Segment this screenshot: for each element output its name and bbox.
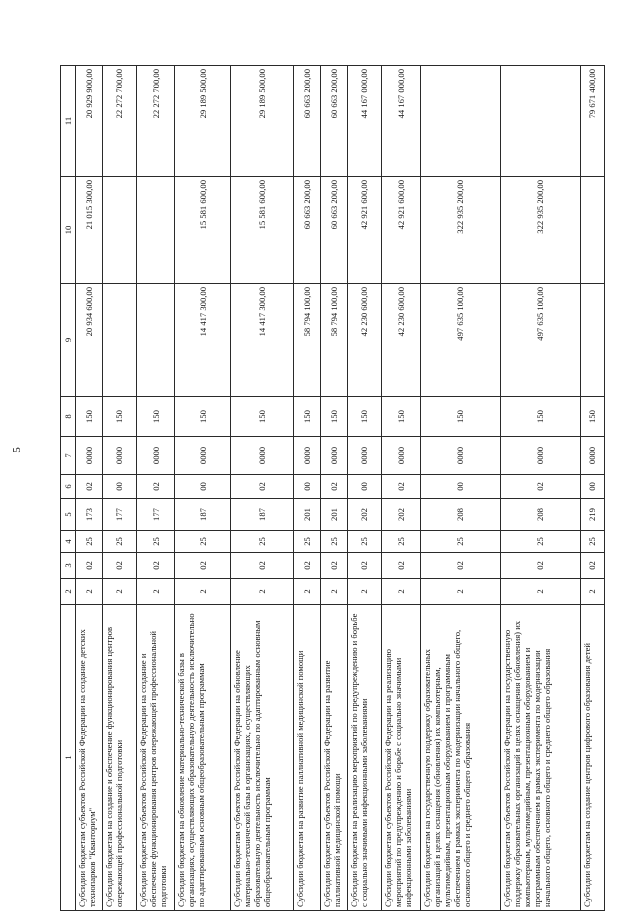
row-name: Субсидии бюджетам на развитие паллиативной медицинской помощи: [294, 605, 321, 911]
cell-c11: 44 167 000,00: [347, 66, 381, 177]
row-name: Субсидии бюджетам на обновление материально-технической базы в организациях, осуществляющих образовательную деятельность исключительно по адаптированным основным общеобразовательным программам: [175, 605, 231, 911]
cell-c6: 02: [321, 475, 348, 499]
cell-c5: 202: [347, 499, 381, 531]
cell-c4: 25: [347, 531, 381, 553]
table-row: [500, 66, 580, 911]
col-header: 9: [61, 284, 76, 397]
cell-c7: 0000: [321, 437, 348, 475]
cell-c8: 150: [231, 397, 294, 437]
cell-c11: 60 663 200,00: [294, 66, 321, 177]
cell-c6: 00: [294, 475, 321, 499]
cell-c7: 0000: [102, 437, 136, 475]
cell-c3: 02: [136, 553, 175, 579]
cell-c5: 173: [76, 499, 103, 531]
cell-c10: 15 581 600,00: [231, 177, 294, 284]
col-header: 7: [61, 437, 76, 475]
row-name: Субсидии бюджетам субъектов Российской Федерации на реализацию мероприятий по предупреждению и борьбе с социально значимыми инфекционными заболеваниями: [381, 605, 420, 911]
col-header: 6: [61, 475, 76, 499]
cell-c8: 150: [500, 397, 580, 437]
cell-c8: 150: [580, 397, 604, 437]
col-header: 5: [61, 499, 76, 531]
cell-c10: 42 921 600,00: [381, 177, 420, 284]
cell-c8: 150: [175, 397, 231, 437]
cell-c3: 02: [420, 553, 500, 579]
row-name: Субсидии бюджетам субъектов Российской Федерации на обновление материально-технической базы в организациях, осуществляющих образовательную деятельность исключительно по адаптированным основным общеобразовательным программам: [231, 605, 294, 911]
cell-c10: [580, 177, 604, 284]
cell-c6: 00: [347, 475, 381, 499]
cell-c4: 25: [76, 531, 103, 553]
cell-c3: 02: [381, 553, 420, 579]
table-row: [294, 66, 321, 911]
cell-c5: 201: [294, 499, 321, 531]
cell-c7: 0000: [580, 437, 604, 475]
cell-c6: 02: [231, 475, 294, 499]
cell-c9: 58 794 100,00: [294, 284, 321, 397]
cell-c8: 150: [136, 397, 175, 437]
table-row: [321, 66, 348, 911]
cell-c2: 2: [136, 579, 175, 605]
cell-c5: 177: [136, 499, 175, 531]
table-row: [347, 66, 381, 911]
cell-c7: 0000: [500, 437, 580, 475]
cell-c10: 322 935 200,00: [420, 177, 500, 284]
cell-c9: 497 635 100,00: [420, 284, 500, 397]
cell-c6: 02: [381, 475, 420, 499]
cell-c9: [136, 284, 175, 397]
cell-c3: 02: [294, 553, 321, 579]
cell-c10: 21 015 300,00: [76, 177, 103, 284]
cell-c10: 60 663 200,00: [321, 177, 348, 284]
table-row: [102, 66, 136, 911]
cell-c2: 2: [420, 579, 500, 605]
cell-c5: 177: [102, 499, 136, 531]
cell-c10: 60 663 200,00: [294, 177, 321, 284]
cell-c5: 219: [580, 499, 604, 531]
table-row: [136, 66, 175, 911]
table-row: [420, 66, 500, 911]
cell-c6: 02: [76, 475, 103, 499]
cell-c8: 150: [420, 397, 500, 437]
cell-c6: 02: [500, 475, 580, 499]
cell-c10: [136, 177, 175, 284]
cell-c7: 0000: [76, 437, 103, 475]
header-row: [61, 66, 76, 911]
cell-c8: 150: [102, 397, 136, 437]
cell-c9: 42 230 600,00: [347, 284, 381, 397]
col-header: 2: [61, 579, 76, 605]
cell-c11: 22 272 700,00: [102, 66, 136, 177]
row-name: Субсидии бюджетам субъектов Российской Федерации на развитие паллиативной медицинской помощи: [321, 605, 348, 911]
cell-c11: [420, 66, 500, 177]
cell-c9: 20 934 600,00: [76, 284, 103, 397]
cell-c3: 02: [102, 553, 136, 579]
cell-c2: 2: [580, 579, 604, 605]
cell-c5: 208: [420, 499, 500, 531]
cell-c5: 202: [381, 499, 420, 531]
cell-c6: 00: [175, 475, 231, 499]
row-name: Субсидии бюджетам на создание и обеспечение функционирования центров опережающей профессиональной подготовки: [102, 605, 136, 911]
cell-c5: 187: [231, 499, 294, 531]
cell-c8: 150: [321, 397, 348, 437]
cell-c3: 02: [321, 553, 348, 579]
row-name: Субсидии бюджетам на государственную поддержку образовательных организаций в целях оснащения (обновления) их компьютерным, мультимедийным, презентационным оборудованием и программным обеспечением в рамках эксперимента по модернизации начального общего, основного общего и среднего общего образования: [420, 605, 500, 911]
cell-c3: 02: [500, 553, 580, 579]
cell-c9: 58 794 100,00: [321, 284, 348, 397]
cell-c4: 25: [102, 531, 136, 553]
cell-c8: 150: [294, 397, 321, 437]
cell-c11: 60 663 200,00: [321, 66, 348, 177]
cell-c6: 00: [580, 475, 604, 499]
cell-c5: 201: [321, 499, 348, 531]
cell-c4: 25: [294, 531, 321, 553]
table-row: [76, 66, 103, 911]
cell-c4: 25: [580, 531, 604, 553]
cell-c4: 25: [321, 531, 348, 553]
cell-c2: 2: [175, 579, 231, 605]
cell-c9: 42 230 600,00: [381, 284, 420, 397]
cell-c4: 25: [381, 531, 420, 553]
budget-table: [60, 65, 605, 911]
row-name: Субсидии бюджетам субъектов Российской Федерации на создание и обеспечение функционирования центров опережающей профессиональной подготовки: [136, 605, 175, 911]
cell-c7: 0000: [420, 437, 500, 475]
col-header: 11: [61, 66, 76, 177]
cell-c2: 2: [102, 579, 136, 605]
cell-c4: 25: [500, 531, 580, 553]
cell-c11: 44 167 000,00: [381, 66, 420, 177]
cell-c11: 29 189 500,00: [175, 66, 231, 177]
cell-c5: 187: [175, 499, 231, 531]
cell-c9: 14 417 300,00: [231, 284, 294, 397]
cell-c11: 20 929 900,00: [76, 66, 103, 177]
col-header: 10: [61, 177, 76, 284]
table-row: [580, 66, 604, 911]
cell-c10: 15 581 600,00: [175, 177, 231, 284]
cell-c9: [102, 284, 136, 397]
cell-c7: 0000: [136, 437, 175, 475]
cell-c3: 02: [347, 553, 381, 579]
page-number: 5: [11, 447, 23, 453]
cell-c9: 14 417 300,00: [175, 284, 231, 397]
cell-c2: 2: [321, 579, 348, 605]
cell-c4: 25: [136, 531, 175, 553]
cell-c3: 02: [175, 553, 231, 579]
cell-c7: 0000: [175, 437, 231, 475]
cell-c6: 00: [102, 475, 136, 499]
cell-c2: 2: [76, 579, 103, 605]
cell-c10: 322 935 200,00: [500, 177, 580, 284]
row-name: Субсидии бюджетам на создание центров цифрового образования детей: [580, 605, 604, 911]
cell-c2: 2: [347, 579, 381, 605]
cell-c9: 497 635 100,00: [500, 284, 580, 397]
col-header: 8: [61, 397, 76, 437]
cell-c6: 02: [136, 475, 175, 499]
cell-c11: 22 272 700,00: [136, 66, 175, 177]
cell-c4: 25: [420, 531, 500, 553]
cell-c2: 2: [294, 579, 321, 605]
row-name: Субсидии бюджетам субъектов Российской Федерации на государственную поддержку образовательных организаций в целях оснащения (обновления) их компьютерным, мультимедийным, презентационным оборудованием и программным обеспечением в рамках эксперимента по модернизации начального общего, основного общего и среднего общего образования: [500, 605, 580, 911]
cell-c5: 208: [500, 499, 580, 531]
cell-c7: 0000: [347, 437, 381, 475]
cell-c6: 00: [420, 475, 500, 499]
cell-c7: 0000: [381, 437, 420, 475]
table-row: [175, 66, 231, 911]
cell-c10: 42 921 600,00: [347, 177, 381, 284]
cell-c11: 79 671 400,00: [580, 66, 604, 177]
row-name: Субсидии бюджетам на реализацию мероприятий по предупреждению и борьбе с социально значимыми инфекционными заболеваниями: [347, 605, 381, 911]
cell-c8: 150: [347, 397, 381, 437]
cell-c3: 02: [76, 553, 103, 579]
col-header: 4: [61, 531, 76, 553]
col-header: 1: [61, 605, 76, 911]
cell-c3: 02: [231, 553, 294, 579]
rotated-page: [60, 66, 605, 911]
table-row: [231, 66, 294, 911]
cell-c11: 29 189 500,00: [231, 66, 294, 177]
cell-c9: [580, 284, 604, 397]
cell-c7: 0000: [294, 437, 321, 475]
cell-c11: [500, 66, 580, 177]
cell-c2: 2: [500, 579, 580, 605]
cell-c2: 2: [231, 579, 294, 605]
cell-c4: 25: [175, 531, 231, 553]
cell-c8: 150: [381, 397, 420, 437]
cell-c8: 150: [76, 397, 103, 437]
cell-c7: 0000: [231, 437, 294, 475]
table-row: [381, 66, 420, 911]
col-header: 3: [61, 553, 76, 579]
cell-c2: 2: [381, 579, 420, 605]
row-name: Субсидии бюджетам субъектов Российской Федерации на создание детских технопарков "Кванториум": [76, 605, 103, 911]
cell-c4: 25: [231, 531, 294, 553]
cell-c3: 02: [580, 553, 604, 579]
cell-c10: [102, 177, 136, 284]
